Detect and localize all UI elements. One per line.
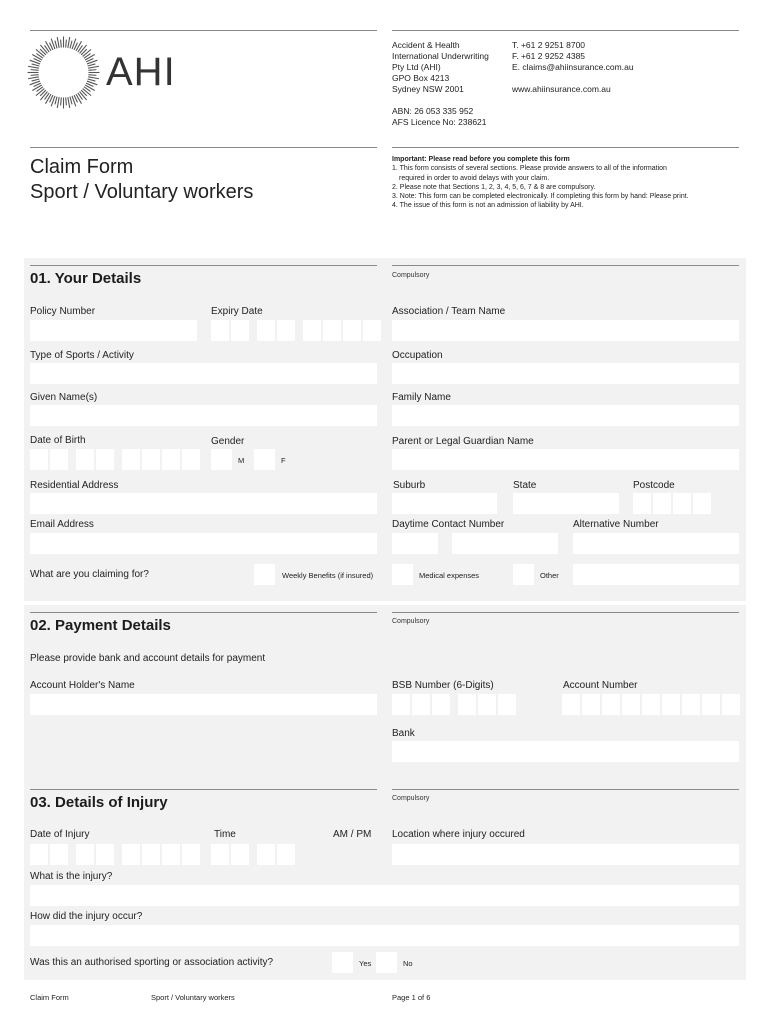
digit-box[interactable] [498,694,516,715]
digit-box[interactable] [142,844,160,865]
occupation-label: Occupation [392,350,443,361]
sport-label: Type of Sports / Activity [30,350,134,361]
suburb-input[interactable] [392,493,497,514]
title-rule-right [392,147,739,148]
alternative-number-label: Alternative Number [573,519,659,530]
authorised-yes-label: Yes [359,959,372,968]
authorised-yes-checkbox[interactable] [332,952,353,973]
payment-intro: Please provide bank and account details for payment [30,653,266,664]
authorised-no-label: No [403,959,413,968]
company-contact: T. +61 2 9251 8700 F. +61 2 9252 4385 E. claims@ahiinsurance.com.au www.ahiinsurance.com.au [512,40,737,95]
weekly-benefits-label: Weekly Benefits (if insured) [282,571,374,580]
location-input[interactable] [392,844,739,865]
section2-rule-left [30,612,377,613]
address-label: Residential Address [30,480,119,491]
guardian-label: Parent or Legal Guardian Name [392,436,534,447]
digit-box[interactable] [30,449,48,470]
section3-rule-right [392,789,739,790]
state-input[interactable] [513,493,619,514]
digit-box[interactable] [122,844,140,865]
daytime-area-code-input[interactable] [392,533,438,554]
header-rule-left [30,30,377,31]
bank-input[interactable] [392,741,739,762]
gender-m-checkbox[interactable] [211,449,232,470]
company-address: Accident & Health International Underwriting Pty Ltd (AHI) GPO Box 4213 Sydney NSW 2001 [392,40,489,94]
given-names-input[interactable] [30,405,377,426]
gender-label: Gender [211,436,245,447]
section2-compulsory: Compulsory [392,618,430,625]
digit-box[interactable] [323,320,341,341]
digit-box[interactable] [303,320,321,341]
occupation-input[interactable] [392,363,739,384]
injury-what-label: What is the injury? [30,871,113,882]
digit-box[interactable] [182,449,200,470]
other-label: Other [540,571,559,580]
daytime-number-label: Daytime Contact Number [392,519,505,530]
email-input[interactable] [30,533,377,554]
digit-box[interactable] [30,844,48,865]
sport-input[interactable] [30,363,377,384]
injury-how-label: How did the injury occur? [30,911,143,922]
daytime-number-input[interactable] [452,533,558,554]
given-names-label: Given Name(s) [30,392,98,403]
digit-box[interactable] [622,694,640,715]
section3-compulsory: Compulsory [392,795,430,802]
digit-box[interactable] [122,449,140,470]
digit-box[interactable] [602,694,620,715]
email-label: Email Address [30,519,94,530]
weekly-benefits-checkbox[interactable] [254,564,275,585]
section-details-of-injury [24,783,746,980]
digit-box[interactable] [478,694,496,715]
section1-title: 01. Your Details [30,270,142,287]
location-label: Location where injury occured [392,829,525,840]
alternative-number-input[interactable] [573,533,739,554]
digit-box[interactable] [653,493,671,514]
injury-how-input[interactable] [30,925,739,946]
digit-box[interactable] [211,844,229,865]
digit-box[interactable] [50,844,68,865]
digit-box[interactable] [562,694,580,715]
other-input[interactable] [573,564,739,585]
state-label: State [513,480,537,491]
page-title: Claim Form Sport / Voluntary workers [30,156,254,203]
digit-box[interactable] [277,320,295,341]
digit-box[interactable] [50,449,68,470]
injury-time-label: Time [214,829,236,840]
section3-title: 03. Details of Injury [30,794,168,811]
suburb-label: Suburb [393,480,426,491]
section1-rule-right [392,265,739,266]
logo-text: AHI [106,50,176,94]
bsb-label: BSB Number (6-Digits) [392,680,494,691]
footer-form-name: Claim Form [30,993,69,1002]
digit-box[interactable] [363,320,381,341]
injury-date-label: Date of Injury [30,829,90,840]
family-name-label: Family Name [392,392,451,403]
company-licence: ABN: 26 053 335 952 AFS Licence No: 238621 [392,106,487,127]
account-holder-label: Account Holder's Name [30,680,135,691]
postcode-label: Postcode [633,480,675,491]
gender-m-label: M [238,456,245,465]
footer-form-subtitle: Sport / Voluntary workers [151,993,235,1002]
section1-compulsory: Compulsory [392,272,430,279]
digit-box[interactable] [432,694,450,715]
policy-number-label: Policy Number [30,306,96,317]
digit-box[interactable] [231,320,249,341]
digit-box[interactable] [162,844,180,865]
digit-box[interactable] [257,844,275,865]
section2-title: 02. Payment Details [30,617,171,634]
claiming-label: What are you claiming for? [30,569,149,580]
digit-box[interactable] [162,449,180,470]
website-link[interactable]: www.ahiinsurance.com.au [512,84,611,94]
injury-what-input[interactable] [30,885,739,906]
title-rule-left [30,147,377,148]
medical-expenses-label: Medical expenses [419,571,480,580]
section1-rule-left [30,265,377,266]
digit-box[interactable] [257,320,275,341]
account-number-label: Account Number [563,680,638,691]
digit-box[interactable] [142,449,160,470]
gender-f-checkbox[interactable] [254,449,275,470]
dob-label: Date of Birth [30,435,86,446]
digit-box[interactable] [682,694,700,715]
digit-box[interactable] [96,844,114,865]
digit-box[interactable] [458,694,476,715]
digit-box[interactable] [412,694,430,715]
digit-box[interactable] [702,694,720,715]
digit-box[interactable] [673,493,691,514]
bank-label: Bank [392,728,415,739]
digit-box[interactable] [231,844,249,865]
digit-box[interactable] [211,320,229,341]
digit-box[interactable] [343,320,361,341]
footer-page-number: Page 1 of 6 [392,993,431,1002]
digit-box[interactable] [96,449,114,470]
digit-box[interactable] [182,844,200,865]
family-name-input[interactable] [392,405,739,426]
important-notice: Important: Please read before you complete this form 1. This form consists of several sections. Please provide answers to all of the information required in order to avoid delays with your claim. 2. Please note that Sections 1, 2, 3, 4, 5, 6, 7 & 8 are compulsory. 3. Note: This form can be completed electronically. If completing this form by hand: Please print. 4. The issue of this form is not an admission of liability by AHI. [392,156,689,210]
digit-box[interactable] [277,844,295,865]
ampm-label: AM / PM [333,829,372,840]
expiry-date-label: Expiry Date [211,306,263,317]
authorised-label: Was this an authorised sporting or association activity? [30,957,274,968]
policy-number-input[interactable] [30,320,197,341]
authorised-no-checkbox[interactable] [376,952,397,973]
association-label: Association / Team Name [392,306,506,317]
digit-box[interactable] [582,694,600,715]
digit-box[interactable] [76,844,94,865]
header-rule-right [392,30,739,31]
medical-expenses-checkbox[interactable] [392,564,413,585]
section3-rule-left [30,789,377,790]
section2-rule-right [392,612,739,613]
gender-f-label: F [281,456,286,465]
association-input[interactable] [392,320,739,341]
guardian-input[interactable] [392,449,739,470]
digit-box[interactable] [722,694,740,715]
digit-box[interactable] [642,694,660,715]
digit-box[interactable] [693,493,711,514]
digit-box[interactable] [76,449,94,470]
digit-box[interactable] [392,694,410,715]
digit-box[interactable] [633,493,651,514]
account-holder-input[interactable] [30,694,377,715]
other-checkbox[interactable] [513,564,534,585]
ahi-logo-icon [26,35,101,110]
digit-box[interactable] [662,694,680,715]
address-input[interactable] [30,493,377,514]
